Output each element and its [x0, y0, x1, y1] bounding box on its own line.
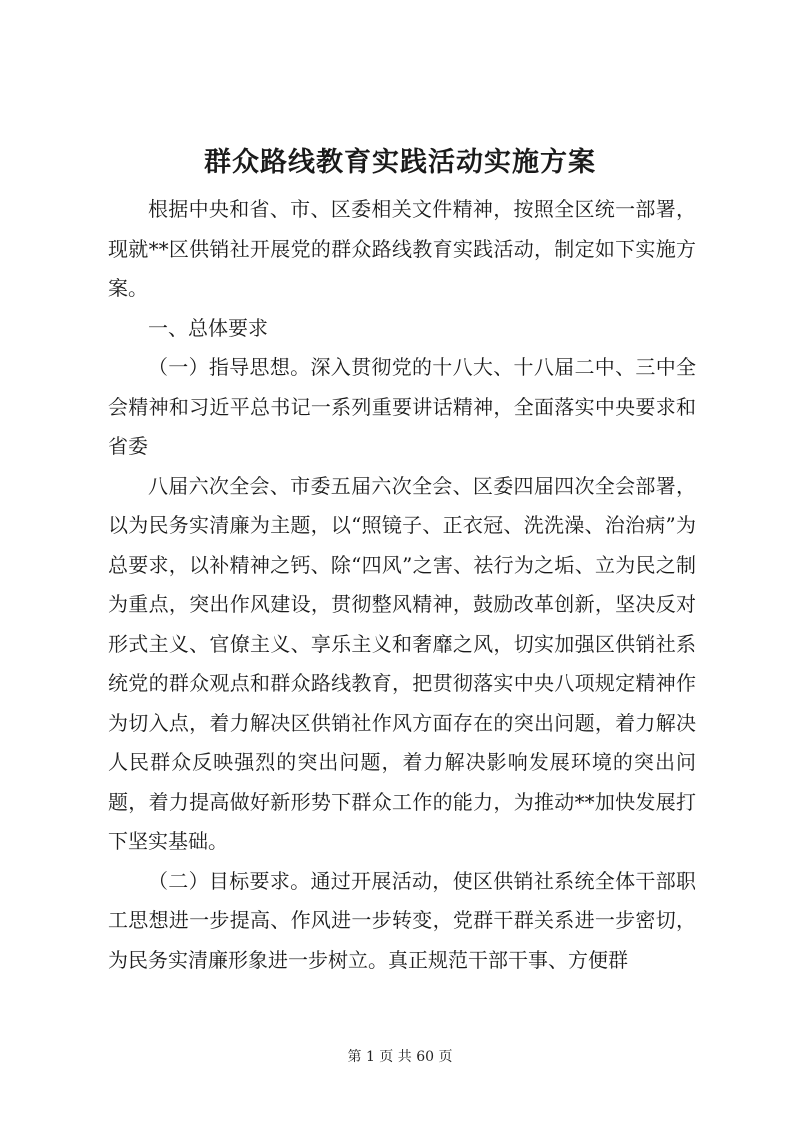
paragraph-guiding-thought: （一）指导思想。深入贯彻党的十八大、十八届二中、三中全会精神和习近平总书记一系列重要讲话精神，全面落实中央要求和省委: [108, 355, 696, 458]
page-footer: 第 1 页 共 60 页: [347, 1049, 453, 1065]
paragraph-intro: 根据中央和省、市、区委相关文件精神，按照全区统一部署，现就**区供销社开展党的群众路线教育实践活动，制定如下实施方案。: [108, 197, 696, 300]
paragraph-guiding-thought-continued: 八届六次全会、市委五届六次全会、区委四届四次全会部署，以为民务实清廉为主题，以“照镜子、正衣冠、洗洗澡、治治病”为总要求，以补精神之钙、除“四风”之害、祛行为之垢、立为民之制为重点，突出作风建设，贯彻整风精神，鼓励改革创新，坚决反对形式主义、官僚主义、享乐主义和奢靡之风，切实加强区供销社系统党的群众观点和群众路线教育，把贯彻落实中央八项规定精神作为切入点，着力解决区供销社作风方面存在的突出问题，着力解决人民群众反映强烈的突出问题，着力解决影响发展环境的突出问题，着力提高做好新形势下群众工作的能力，为推动**加快发展打下坚实基础。: [108, 473, 696, 853]
document-title: 群众路线教育实践活动实施方案: [204, 147, 596, 178]
section-heading-general-requirements: 一、总体要求: [148, 315, 268, 340]
paragraph-goals: （二）目标要求。通过开展活动，使区供销社系统全体干部职工思想进一步提高、作风进一步转变，党群干群关系进一步密切，为民务实清廉形象进一步树立。真正规范干部干事、方便群: [108, 868, 696, 972]
document-body: [108, 190, 696, 980]
